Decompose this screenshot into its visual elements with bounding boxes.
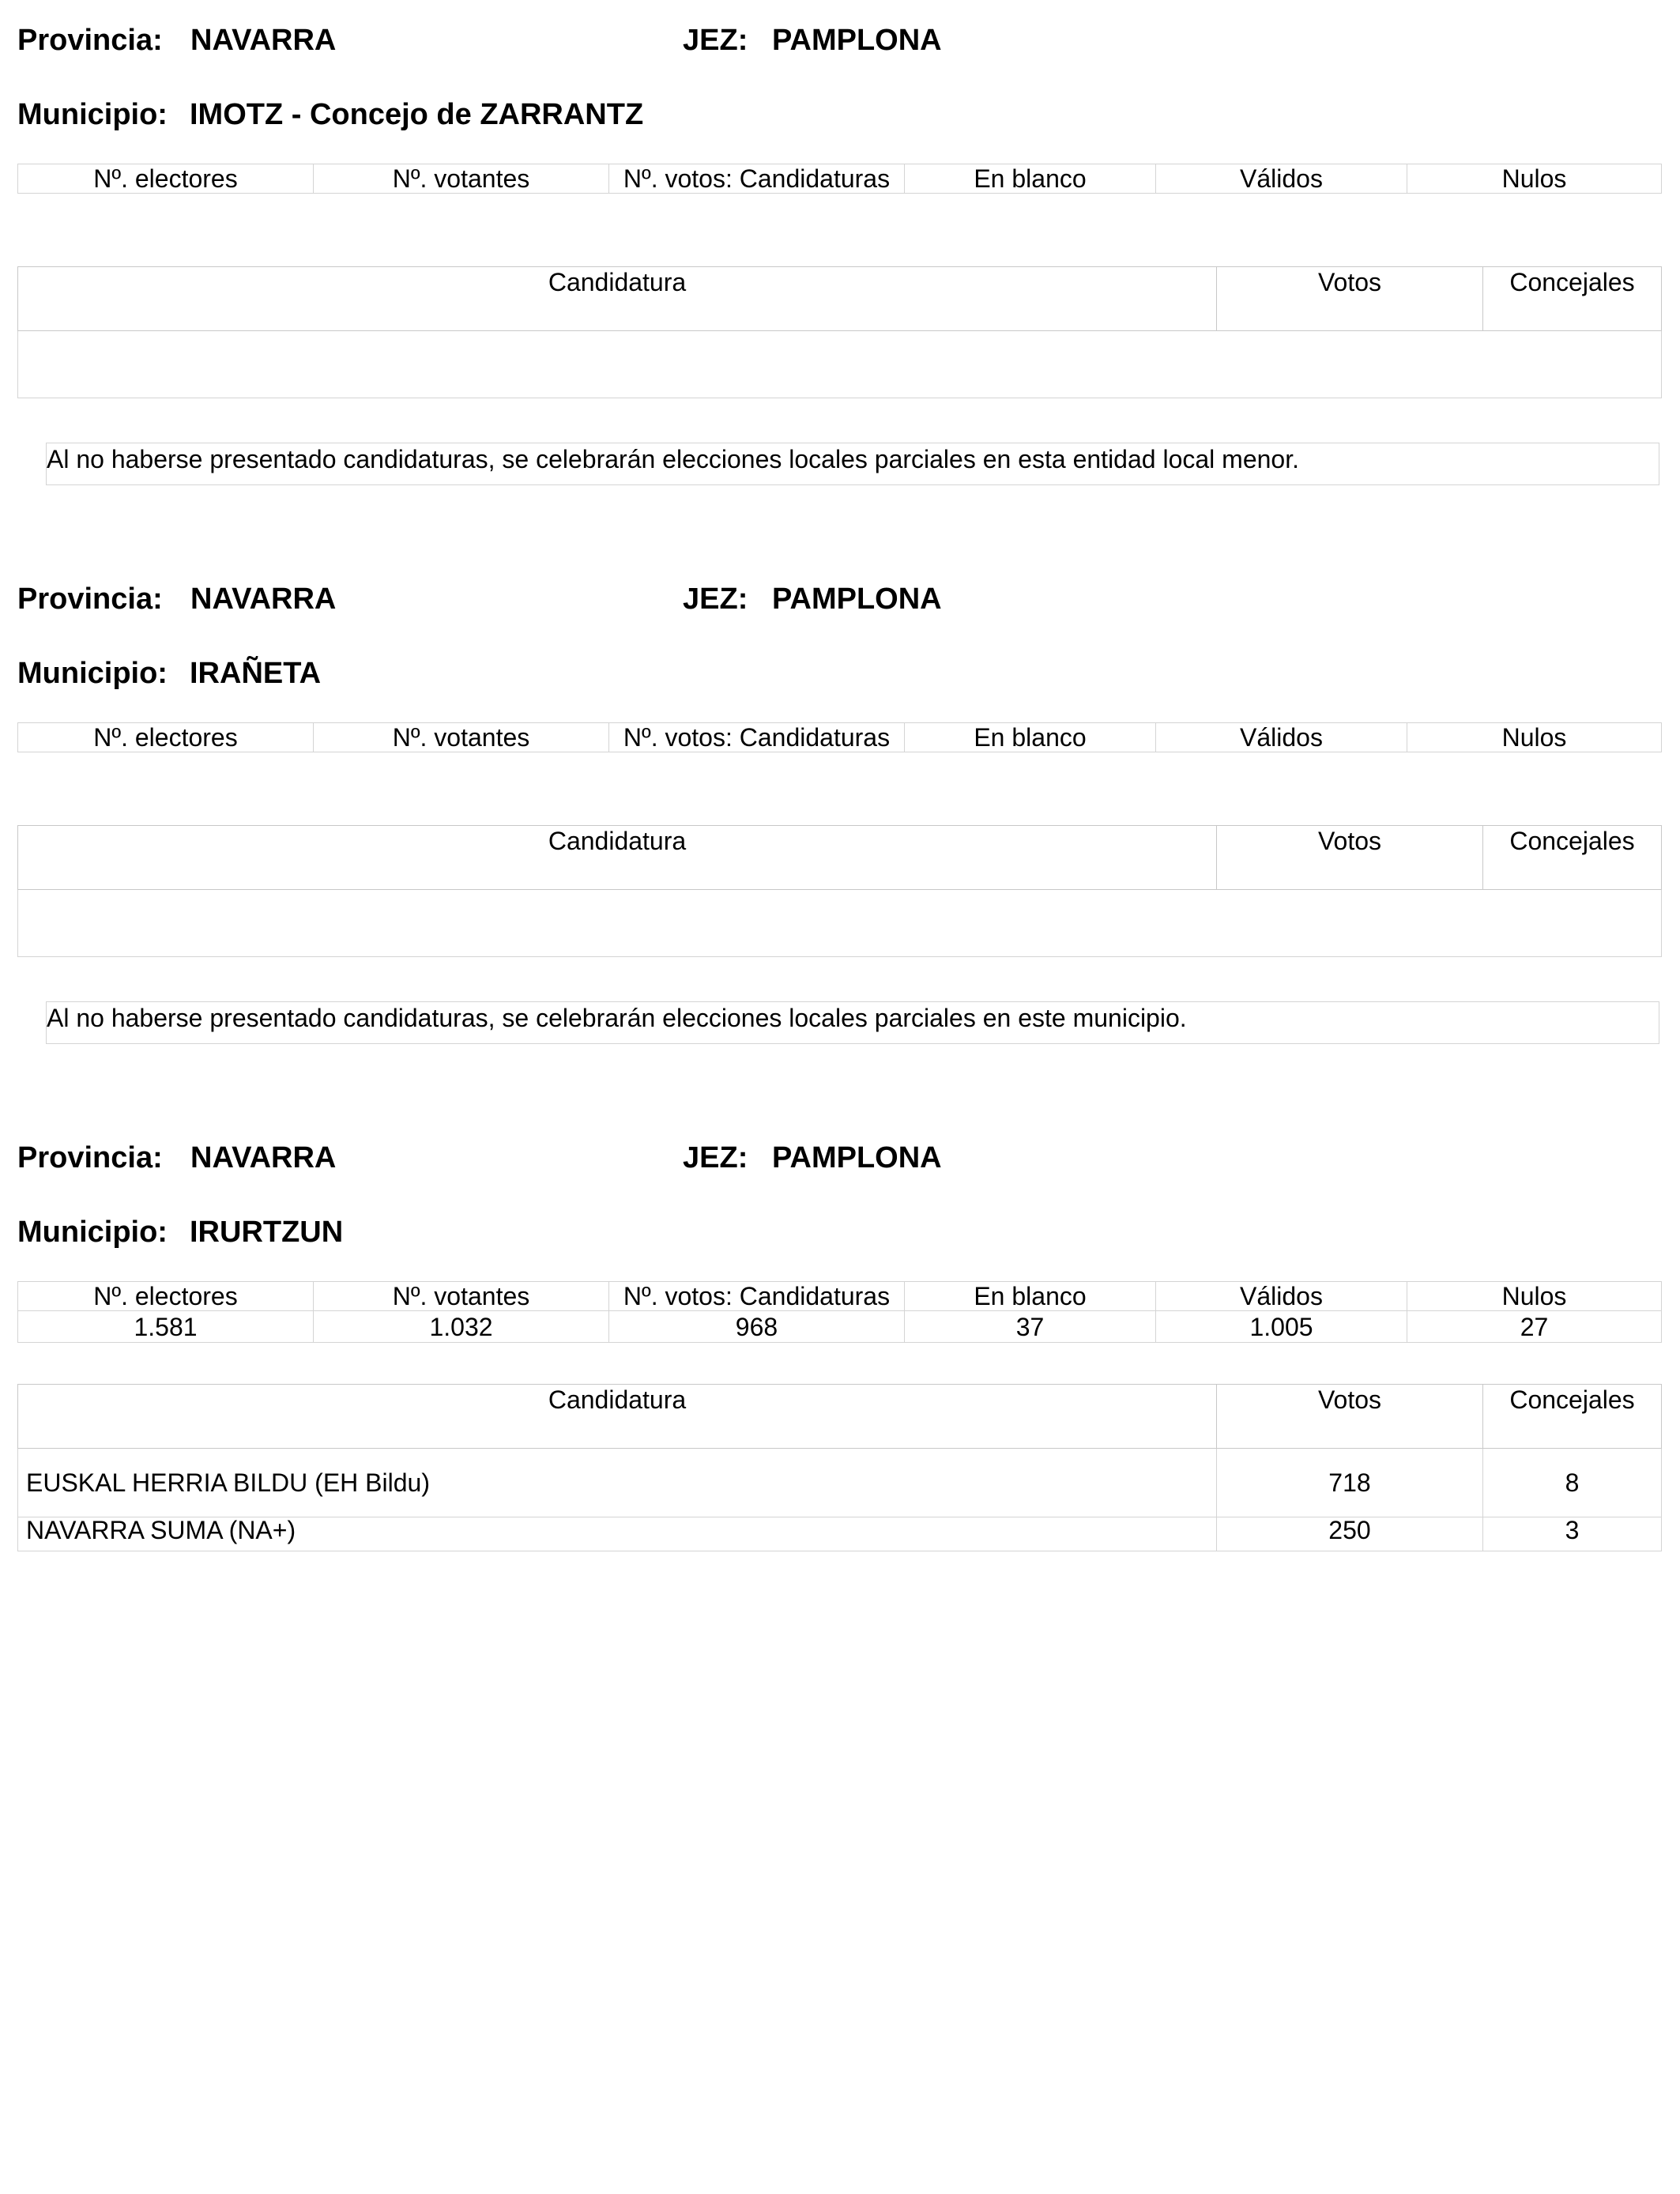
municipio-value: IRAÑETA <box>190 657 322 690</box>
candidates-table <box>17 1384 1662 1551</box>
stats-header-votantes: Nº. votantes <box>314 164 609 194</box>
candidate-votos: 718 <box>1217 1449 1483 1517</box>
stats-header-electores: Nº. electores <box>18 164 314 194</box>
jez-label: JEZ: <box>683 24 748 57</box>
municipio-value: IMOTZ - Concejo de ZARRANTZ <box>190 98 644 131</box>
candidates-header-concejales: Concejales <box>1483 826 1662 890</box>
municipio-label: Municipio: <box>17 1216 168 1249</box>
stats-table <box>17 164 1662 194</box>
stats-header-en-blanco: En blanco <box>905 164 1156 194</box>
candidates-header-votos: Votos <box>1217 267 1483 331</box>
candidates-header-candidatura: Candidatura <box>18 267 1217 331</box>
stats-value-en-blanco: 37 <box>905 1311 1156 1343</box>
candidates-header-candidatura: Candidatura <box>18 826 1217 890</box>
candidate-row <box>18 1449 1662 1517</box>
provincia-value: NAVARRA <box>190 1141 337 1174</box>
municipio-label: Municipio: <box>17 657 168 690</box>
provincia-value: NAVARRA <box>190 582 337 616</box>
candidate-name: NAVARRA SUMA (NA+) <box>18 1517 1217 1551</box>
stats-header-votos-candidaturas: Nº. votos: Candidaturas <box>609 1282 905 1311</box>
stats-header-en-blanco: En blanco <box>905 723 1156 752</box>
stats-value-validos: 1.005 <box>1156 1311 1407 1343</box>
stats-header-votos-candidaturas: Nº. votos: Candidaturas <box>609 723 905 752</box>
candidate-concejales: 8 <box>1483 1449 1662 1517</box>
candidates-header-concejales: Concejales <box>1483 1385 1662 1449</box>
stats-header-row <box>18 723 1662 752</box>
jez-label: JEZ: <box>683 1141 748 1174</box>
stats-header-validos: Válidos <box>1156 1282 1407 1311</box>
stats-header-validos: Válidos <box>1156 723 1407 752</box>
jez-value: PAMPLONA <box>772 582 942 616</box>
candidates-empty-row <box>18 331 1662 398</box>
provincia-value: NAVARRA <box>190 24 337 57</box>
stats-value-electores: 1.581 <box>18 1311 314 1343</box>
jez-label: JEZ: <box>683 582 748 616</box>
candidates-header-votos: Votos <box>1217 1385 1483 1449</box>
stats-header-row <box>18 164 1662 194</box>
section-irurtzun <box>0 1118 1680 1671</box>
candidates-table <box>17 266 1662 398</box>
jez-value: PAMPLONA <box>772 24 942 57</box>
stats-header-validos: Válidos <box>1156 164 1407 194</box>
stats-header-electores: Nº. electores <box>18 1282 314 1311</box>
stats-header-nulos: Nulos <box>1407 164 1662 194</box>
stats-header-row <box>18 1282 1662 1311</box>
candidate-name: EUSKAL HERRIA BILDU (EH Bildu) <box>18 1449 1217 1517</box>
municipio-value: IRURTZUN <box>190 1216 344 1249</box>
stats-values-row <box>18 1311 1662 1343</box>
candidates-empty-cell <box>18 331 1662 398</box>
stats-value-votantes: 1.032 <box>314 1311 609 1343</box>
candidate-votos: 250 <box>1217 1517 1483 1551</box>
candidates-header-candidatura: Candidatura <box>18 1385 1217 1449</box>
stats-value-nulos: 27 <box>1407 1311 1662 1343</box>
note-text: Al no haberse presentado candidaturas, se celebrarán elecciones locales parciales en este municipio. <box>46 1001 1659 1044</box>
candidates-table <box>17 825 1662 957</box>
candidates-empty-cell <box>18 890 1662 957</box>
candidates-header-row <box>18 267 1662 331</box>
stats-header-votantes: Nº. votantes <box>314 723 609 752</box>
provincia-label: Provincia: <box>17 1141 163 1174</box>
municipio-label: Municipio: <box>17 98 168 131</box>
stats-header-en-blanco: En blanco <box>905 1282 1156 1311</box>
section-iraneta <box>0 559 1680 1112</box>
stats-table <box>17 1281 1662 1343</box>
jez-value: PAMPLONA <box>772 1141 942 1174</box>
stats-header-nulos: Nulos <box>1407 1282 1662 1311</box>
candidate-concejales: 3 <box>1483 1517 1662 1551</box>
stats-header-votantes: Nº. votantes <box>314 1282 609 1311</box>
candidate-row <box>18 1517 1662 1551</box>
candidates-header-votos: Votos <box>1217 826 1483 890</box>
stats-header-electores: Nº. electores <box>18 723 314 752</box>
stats-value-votos-candidaturas: 968 <box>609 1311 905 1343</box>
stats-header-votos-candidaturas: Nº. votos: Candidaturas <box>609 164 905 194</box>
note-text: Al no haberse presentado candidaturas, se celebrarán elecciones locales parciales en esta entidad local menor. <box>46 443 1659 485</box>
candidates-empty-row <box>18 890 1662 957</box>
stats-header-nulos: Nulos <box>1407 723 1662 752</box>
stats-table <box>17 722 1662 752</box>
provincia-label: Provincia: <box>17 582 163 616</box>
section-imotz-zarrantz <box>0 0 1680 553</box>
provincia-label: Provincia: <box>17 24 163 57</box>
candidates-header-concejales: Concejales <box>1483 267 1662 331</box>
candidates-header-row <box>18 826 1662 890</box>
candidates-header-row <box>18 1385 1662 1449</box>
